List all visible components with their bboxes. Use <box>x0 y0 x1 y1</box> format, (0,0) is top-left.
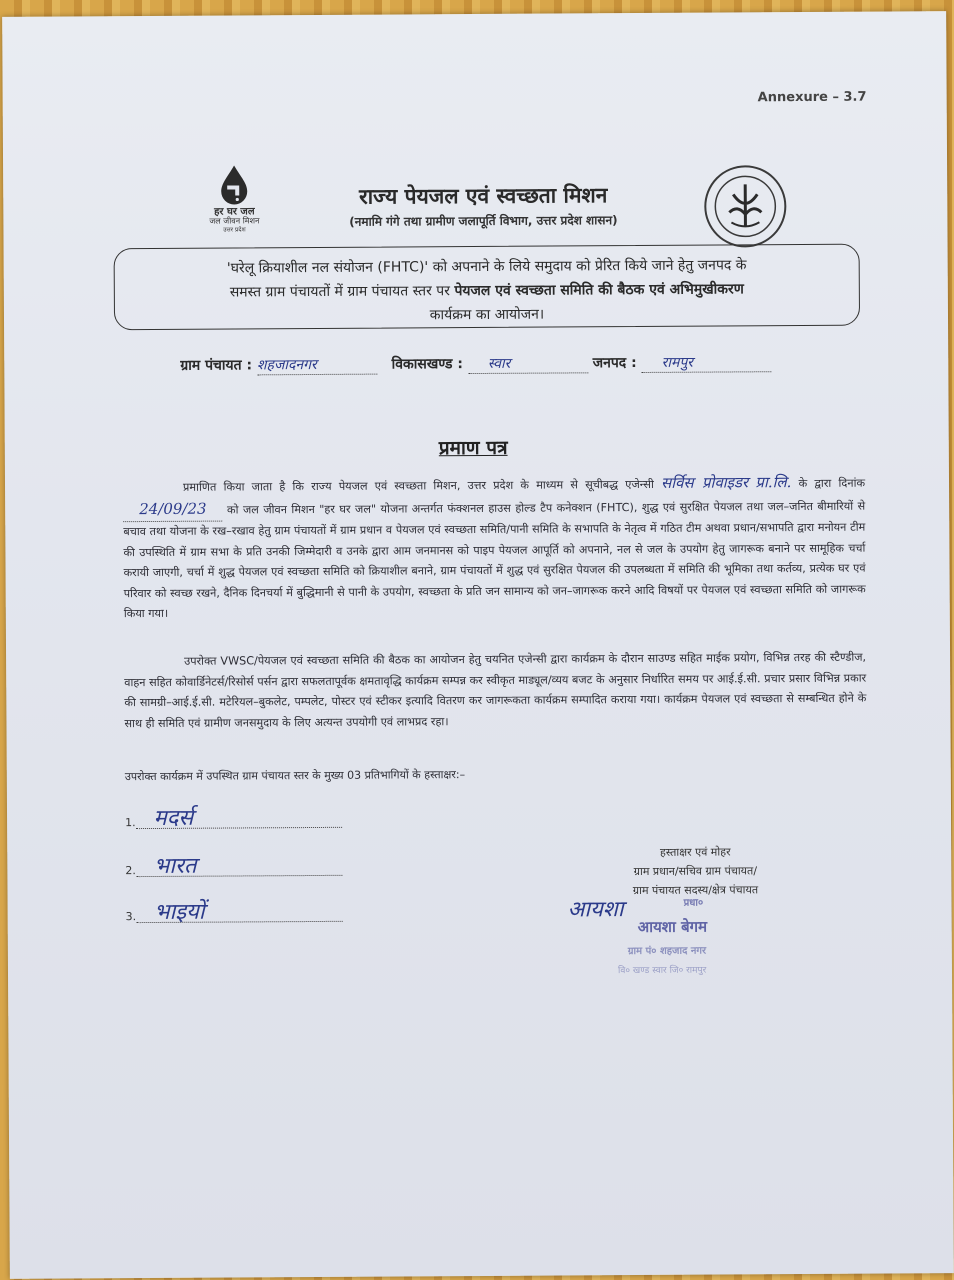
logo-line-3: उत्तर प्रदेश <box>223 226 246 234</box>
water-drop-tap-icon <box>199 163 269 207</box>
signature-3-handwritten: भाइयों <box>154 899 205 925</box>
signatory-line-3: ग्राम पंचायत सदस्य/क्षेत्र पंचायत <box>632 883 759 898</box>
para1-text-a: प्रमाणित किया जाता है कि राज्य पेयजल एवं स्वच्छता मिशन, उत्तर प्रदेश के माध्यम से सूचीबद्ध एजेन्सी <box>182 477 654 494</box>
signatory-line-2: ग्राम प्रधान/सचिव ग्राम पंचायत/ <box>633 864 758 879</box>
gram-panchayat-label: ग्राम पंचायत : <box>180 357 253 374</box>
location-fields <box>180 352 771 376</box>
vikaskhand-value: स्वार <box>487 355 511 372</box>
signature-1-handwritten: मदर्स <box>153 805 194 831</box>
up-government-seal <box>703 164 788 249</box>
para1-text-b: के द्वारा दिनांक <box>798 476 866 491</box>
vikaskhand-field <box>468 353 588 374</box>
stamp-line-2: ग्राम पं० शहजाद नगर <box>627 945 707 958</box>
signature-number: 2. <box>125 864 136 878</box>
agency-name-handwritten: सर्विस प्रोवाइडर <box>661 473 749 492</box>
signature-number: 1. <box>125 816 136 830</box>
box-line-2 <box>127 277 847 305</box>
date-handwritten: 24/09/23 <box>139 499 207 518</box>
certificate-title: प्रमाण पत्र <box>438 436 508 460</box>
janpad-label: जनपद : <box>592 355 637 372</box>
box-line-3: कार्यक्रम का आयोजन। <box>429 306 545 324</box>
stamp-line-3: वि० खण्ड स्वार जि० रामपुर <box>617 965 707 977</box>
agency-suffix-handwritten: प्रा.लि. <box>755 473 792 492</box>
para1-text-c: को जल जीवन मिशन "हर घर जल" योजना अन्तर्गत फंक्शनल हाउस होल्ड टैप कनेक्शन (FHTC), शुद्ध एवं सुरक्षित पेयजल तथा जल–जनित बीमारियों से बचाव तथा योजना के रख–रखाव हेतु ग्राम पंचायतों में ग्राम प्रधान व पेयजल एवं स्वच्छता समिति/पानी समिति के सभापति के नेतृत्व में गठित टीम अथवा प्रधान/सभापति द्वारा मनोयन टीम की उपस्थिति में ग्राम सभा के प्रति उनकी जिम्मेदारी व उनके द्वारा आम जनमानस को पाइप पेयजल आपूर्ति को अपनाने, नल से जल के उपयोग हेतु जागरूक बनाने पर सामूहिक चर्चा करायी जाएगी, चर्चा में शुद्ध पेयजल एवं स्वच्छता समिति को क्रियाशील बनाने, ग्राम पंचायतों में शुद्ध एवं सुरक्षित पेयजल की उपलब्धता में समिति की भूमिका तथा कर्तव्य, प्रत्येक घर एवं परिवार को स्वच्छ रखने, दैनिक दिनचर्या में बुद्धिमानी से पानी के उपयोग, स्वच्छता के प्रति जन सामान्य को जन–जागरूक करने आदि विषयों पर पेयजल एवं स्वच्छता समिति को जागरूक किया गया। <box>123 499 866 621</box>
uttar-pradesh-seal-icon <box>703 164 788 249</box>
janpad-field <box>642 352 772 373</box>
box-line-2-text: समस्त ग्राम पंचायतों में ग्राम पंचायत स्तर पर <box>229 283 455 301</box>
vikaskhand-label: विकासखण्ड : <box>391 356 463 373</box>
pradhan-signature: आयशा <box>567 897 624 923</box>
gram-panchayat-value: शहजादनगर <box>256 356 317 374</box>
signature-number: 3. <box>125 910 137 924</box>
logo-line-2: जल जीवन मिशन <box>209 216 260 226</box>
para2-text: उपरोक्त VWSC/पेयजल एवं स्वच्छता समिति की बैठक का आयोजन हेतु चयनित एजेन्सी द्वारा कार्यक्रम के दौरान साउण्ड सहित माईक प्रयोग, विभिन्न तरह की स्टैण्डीज, वाहन सहित कोवार्डिनेटर्स/रिसोर्स पर्सन द्वारा सफलतापूर्वक क्षमतावृद्धि कार्यक्रम सम्पन्न कर स्वीकृत माड्यूल/व्यय बजट के अनुसार निर्धारित समय पर आई.ई.सी. प्रचार प्रसार विभिन्न प्रकार की सामग्री–आई.ई.सी. मटेरियल–बुकलेट, पम्पलेट, पोस्टर एवं स्टीकर इत्यादि वितरण कर जागरूकता कार्यक्रम सम्पादित कराया गया। कार्यक्रम पेयजल एवं स्वच्छता से सम्बन्धित होने के साथ ही समिति एवं ग्रामीण जनसमुदाय के लिए अत्यन्त उपयोगी एवं लाभप्रद रहा। <box>124 650 867 730</box>
signatory-line-1: हस्ताक्षर एवं मोहर <box>659 845 731 859</box>
pradhan-stamp <box>568 892 809 988</box>
paragraph-1 <box>123 472 866 625</box>
signature-line-2 <box>125 853 342 879</box>
program-title-box <box>114 244 860 331</box>
stamp-pradhan: प्रधा० <box>683 897 704 909</box>
signature-line-1 <box>125 805 342 831</box>
mission-subtitle: (नमामि गंगे तथा ग्रामीण जलापूर्ति विभाग, उत्तर प्रदेश शासन) <box>349 213 618 229</box>
date-field <box>123 498 223 522</box>
signature-2-handwritten: भारत <box>153 853 197 879</box>
box-line-2-bold: पेयजल एवं स्वच्छता समिति की बैठक एवं अभिमुखीकरण <box>454 281 744 300</box>
document-page <box>2 11 954 1279</box>
stamp-name: आयशा बेगम <box>637 917 708 937</box>
gram-panchayat-field <box>257 355 377 376</box>
box-line-1: 'घरेलू क्रियाशील नल संयोजन (FHTC)' को अपनाने के लिये समुदाय को प्रेरित किये जाने हेतु जनपद के <box>226 257 747 277</box>
paragraph-2 <box>124 648 866 735</box>
signature-line-3 <box>125 899 343 925</box>
janpad-value: रामपुर <box>661 354 694 371</box>
har-ghar-jal-logo <box>199 163 269 235</box>
mission-title: राज्य पेयजल एवं स्वच्छता मिशन <box>359 183 608 209</box>
logo-line-1: हर घर जल <box>214 206 255 218</box>
annexure-label: Annexure – 3.7 <box>757 89 867 106</box>
paragraph-3: उपरोक्त कार्यक्रम में उपस्थित ग्राम पंचायत स्तर के मुख्य 03 प्रतिभागियों के हस्ताक्षर:– <box>124 768 466 784</box>
